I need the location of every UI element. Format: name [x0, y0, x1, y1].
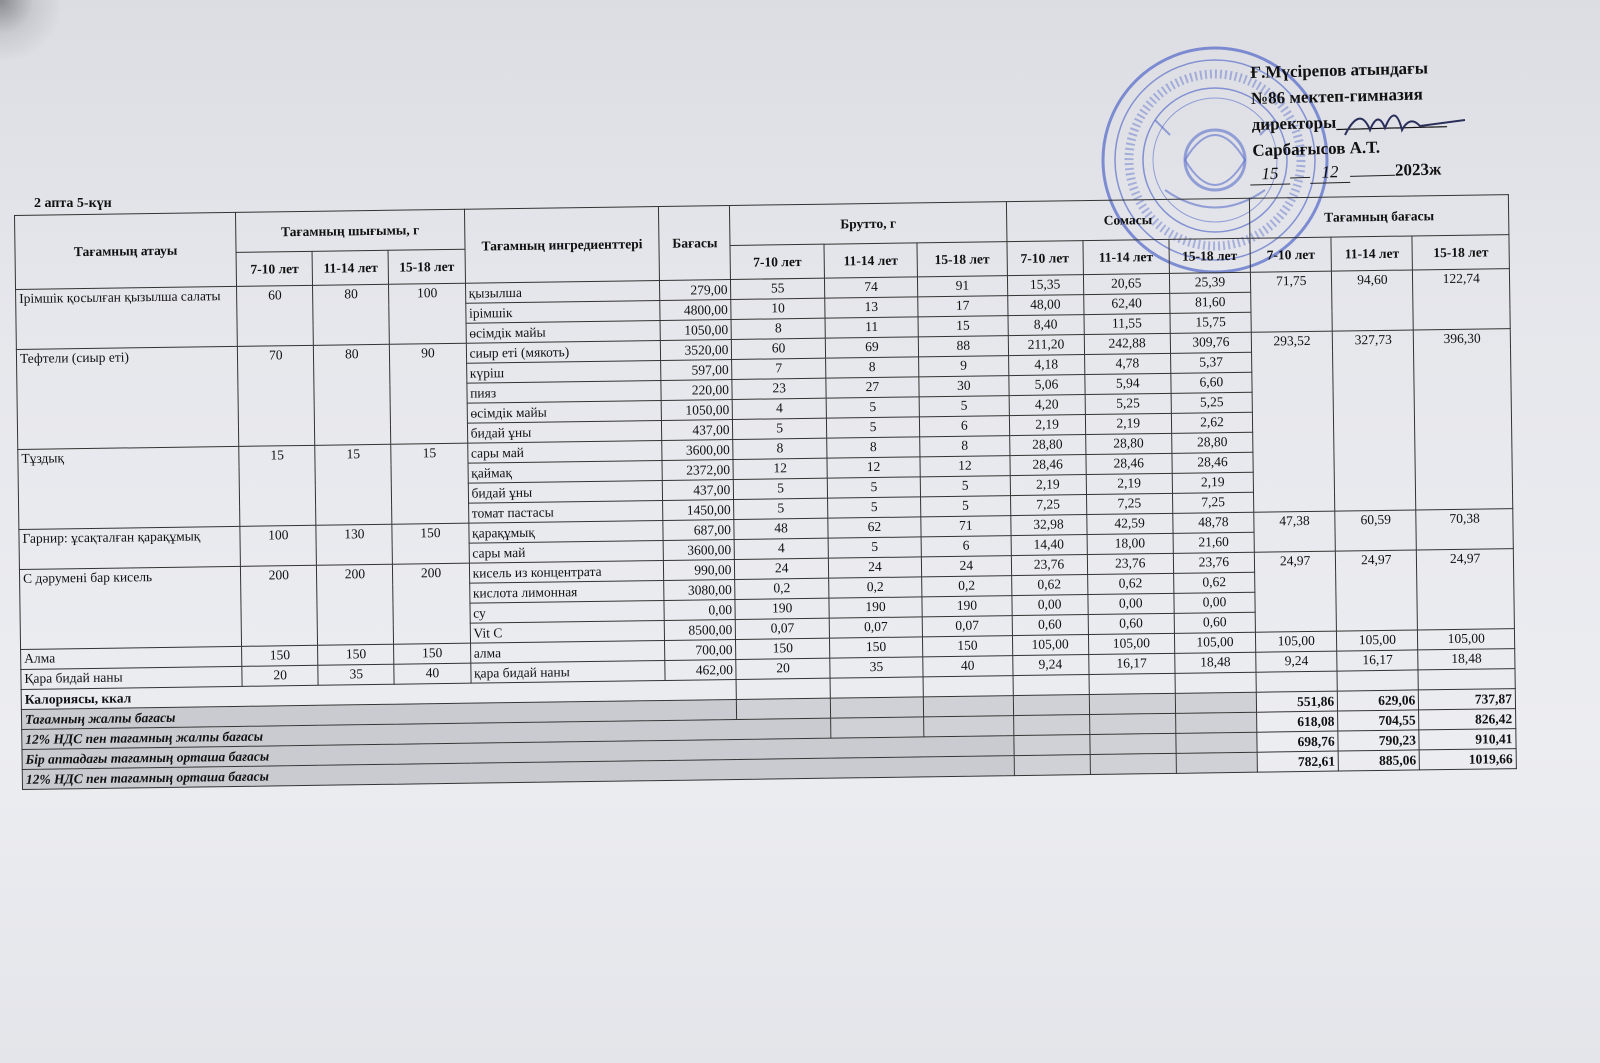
ingredient-name: қызылша [465, 280, 660, 303]
ingredient-name: қарақұмық [468, 520, 663, 543]
dish-name: Гарнир: ұсақталған қарақұмық [19, 526, 241, 569]
approval-block: Ғ.Мүсірепов атындағы №86 мектеп-гимназия директоры_____________ Сарбағысов А.Т. [1250, 55, 1448, 164]
ingredient-name: сиыр еті (мякоть) [466, 340, 661, 363]
summary-value: 910,41 [1419, 729, 1516, 750]
brutto-value: 91 [918, 276, 1008, 297]
ingredient-price: 1050,00 [660, 319, 731, 340]
dish-output: 15 [391, 443, 468, 524]
sum-value: 28,80 [1009, 435, 1085, 456]
header-brutto: Брутто, г [730, 202, 1007, 246]
sum-value: 0,62 [1011, 575, 1087, 596]
brutto-value: 88 [918, 336, 1008, 357]
brutto-value: 13 [825, 297, 919, 318]
dish-price-value: 122,74 [1413, 269, 1510, 330]
sum-value: 105,00 [1088, 633, 1175, 654]
dish-price-value: 9,24 [1256, 651, 1337, 672]
dish-name: Алма [21, 646, 242, 669]
dish-output: 35 [318, 664, 394, 685]
dish-price-value: 24,97 [1336, 550, 1418, 631]
sum-value: 242,88 [1084, 333, 1171, 354]
sum-value: 0,60 [1088, 613, 1175, 634]
brutto-value: 40 [923, 656, 1013, 677]
sum-value: 28,46 [1086, 453, 1173, 474]
sum-value: 6,60 [1171, 372, 1252, 393]
ingredient-price: 3520,00 [661, 339, 732, 360]
brutto-value: 12 [733, 458, 827, 479]
approval-date-day: 15 [1250, 163, 1291, 185]
sum-value: 18,48 [1175, 652, 1256, 673]
dish-price-value: 94,60 [1332, 270, 1414, 331]
summary-label: Бір аптадағы тағамның орташа бағасы [22, 736, 1014, 770]
summary-label: Тағамның жалпы бағасы [21, 699, 737, 729]
brutto-value: 150 [923, 636, 1013, 657]
summary-value: 826,42 [1419, 709, 1516, 730]
summary-label: 12% НДС пен тағамның орташа бағасы [22, 756, 1014, 790]
ingredient-name: сары май [467, 440, 662, 463]
ingredient-name: ірімшік [465, 300, 660, 323]
dish-price-value: 16,17 [1337, 650, 1418, 671]
brutto-value: 5 [826, 417, 920, 438]
header-age: 7-10 лет [730, 244, 824, 279]
approval-role: директоры [1251, 112, 1337, 134]
ingredient-name: су [470, 600, 665, 623]
dish-output: 40 [394, 663, 470, 684]
ingredient-price: 0,00 [664, 599, 735, 620]
ingredient-price: 279,00 [660, 279, 731, 300]
brutto-value: 15 [918, 316, 1008, 337]
header-age: 7-10 лет [1006, 241, 1083, 276]
brutto-value: 4 [735, 538, 829, 559]
summary-value: 782,61 [1257, 751, 1338, 772]
sum-value: 5,94 [1084, 373, 1171, 394]
sum-value: 48,78 [1173, 512, 1254, 533]
sum-value: 2,19 [1086, 473, 1173, 494]
brutto-value: 190 [922, 596, 1012, 617]
brutto-value: 5 [733, 418, 827, 439]
sum-value: 28,46 [1009, 455, 1085, 476]
sum-value: 0,62 [1173, 572, 1254, 593]
header-age: 7-10 лет [236, 251, 313, 286]
approval-school-name: Ғ.Мүсірепов атындағы [1250, 58, 1429, 82]
brutto-value: 8 [827, 437, 921, 458]
dish-output: 200 [241, 565, 318, 646]
header-age: 11-14 лет [312, 250, 389, 285]
sum-value: 9,24 [1012, 655, 1088, 676]
calories-label: Калориясы, ккал [21, 679, 737, 709]
ingredient-name: кисель из концентрата [469, 560, 664, 583]
brutto-value: 9 [919, 356, 1009, 377]
summary-value: 618,08 [1257, 711, 1338, 732]
ingredient-name: өсімдік майы [466, 320, 661, 343]
dish-output: 200 [317, 564, 394, 645]
ingredient-price: 3080,00 [664, 579, 735, 600]
brutto-value: 5 [827, 477, 921, 498]
brutto-value: 8 [920, 436, 1010, 457]
dish-price-value: 47,38 [1254, 511, 1336, 552]
dish-price-value: 105,00 [1418, 629, 1515, 650]
sum-value: 28,46 [1172, 452, 1253, 473]
brutto-value: 5 [828, 537, 922, 558]
dish-output: 15 [239, 445, 316, 526]
ingredient-price: 462,00 [665, 659, 736, 680]
brutto-value: 5 [919, 396, 1009, 417]
sum-value: 2,19 [1085, 413, 1172, 434]
header-output: Тағамның шығымы, г [236, 209, 465, 252]
summary-label: 12% НДС пен тағамның жалпы бағасы [22, 718, 831, 749]
sum-value: 23,76 [1011, 555, 1087, 576]
brutto-value: 74 [824, 277, 918, 298]
brutto-value: 23 [732, 378, 826, 399]
brutto-value: 10 [731, 298, 825, 319]
sum-value: 211,20 [1008, 335, 1084, 356]
ingredient-name: өсімдік майы [467, 400, 662, 423]
dish-price-value: 60,59 [1335, 510, 1417, 551]
brutto-value: 35 [830, 657, 924, 678]
signature-icon [1340, 100, 1470, 145]
brutto-value: 0,2 [828, 577, 922, 598]
sum-value: 2,19 [1009, 415, 1085, 436]
dish-price-value: 24,97 [1254, 551, 1336, 632]
header-age: 15-18 лет [1412, 235, 1509, 270]
summary-value: 629,06 [1338, 690, 1419, 711]
dish-price-value: 70,38 [1416, 509, 1513, 550]
ingredient-name: кислота лимонная [469, 580, 664, 603]
sum-value: 0,60 [1012, 615, 1088, 636]
ingredient-price: 2372,00 [662, 459, 733, 480]
summary-table-body [21, 669, 1516, 790]
brutto-value: 4 [733, 398, 827, 419]
ingredient-name: томат пастасы [468, 500, 663, 523]
summary-value: 1019,66 [1420, 749, 1517, 770]
ingredient-price: 1450,00 [663, 499, 734, 520]
sum-value: 18,00 [1087, 533, 1174, 554]
dish-price-value: 24,97 [1417, 549, 1515, 630]
ingredient-name: бидай ұны [468, 480, 663, 503]
sum-value: 42,59 [1086, 513, 1173, 534]
sum-value: 0,00 [1174, 592, 1255, 613]
ingredient-price: 597,00 [661, 359, 732, 380]
sum-value: 28,80 [1085, 433, 1172, 454]
dish-name: Қара бидай наны [21, 666, 242, 689]
sum-value: 0,60 [1174, 612, 1255, 633]
dish-output: 200 [393, 563, 470, 644]
sum-value: 0,00 [1011, 595, 1087, 616]
header-sum: Сомасы [1006, 198, 1250, 241]
sum-value: 5,37 [1170, 352, 1251, 373]
ingredient-name: пияз [466, 380, 661, 403]
dish-output: 90 [390, 343, 468, 444]
brutto-value: 6 [921, 536, 1011, 557]
brutto-value: 8 [733, 438, 827, 459]
brutto-value: 12 [920, 456, 1010, 477]
approval-date-month: 12 [1310, 162, 1351, 184]
dish-output: 150 [242, 645, 318, 666]
dish-output: 100 [389, 283, 466, 344]
ingredient-price: 700,00 [665, 639, 736, 660]
sum-value: 20,65 [1083, 273, 1170, 294]
brutto-value: 0,07 [736, 618, 830, 639]
ingredient-name: сары май [469, 540, 664, 563]
ingredient-name: Vit C [470, 620, 665, 643]
brutto-value: 55 [731, 278, 825, 299]
sum-value: 8,40 [1008, 315, 1084, 336]
sum-value: 7,25 [1172, 492, 1253, 513]
brutto-value: 5 [734, 478, 828, 499]
ingredient-price: 1050,00 [662, 399, 733, 420]
sum-value: 5,25 [1085, 393, 1172, 414]
header-age: 7-10 лет [1250, 237, 1332, 272]
header-dish-price: Тағамның бағасы [1249, 195, 1508, 239]
sum-value: 0,62 [1087, 573, 1174, 594]
ingredient-name: бидай ұны [467, 420, 662, 443]
dish-output: 80 [314, 344, 391, 445]
dish-price-value: 105,00 [1337, 630, 1418, 651]
dish-name: Тефтели (сиыр еті) [16, 346, 239, 449]
sum-value: 7,25 [1010, 495, 1086, 516]
sum-value: 48,00 [1007, 295, 1083, 316]
header-age: 11-14 лет [824, 243, 918, 278]
summary-value: 551,86 [1256, 691, 1337, 712]
brutto-value: 30 [919, 376, 1009, 397]
sum-value: 11,55 [1084, 313, 1171, 334]
ingredient-price: 4800,00 [660, 299, 731, 320]
sum-value: 28,80 [1172, 432, 1253, 453]
menu-table-wrapper [14, 194, 1522, 790]
sum-value: 309,76 [1170, 332, 1251, 353]
sum-value: 62,40 [1083, 293, 1170, 314]
week-day-label: 2 апта 5-күн [34, 196, 112, 211]
dish-output: 60 [237, 285, 314, 346]
dish-output: 150 [318, 644, 394, 665]
ingredient-price: 437,00 [662, 419, 733, 440]
summary-value: 885,06 [1338, 750, 1419, 771]
sum-value: 23,76 [1173, 552, 1254, 573]
sum-value: 4,78 [1084, 353, 1171, 374]
brutto-value: 62 [828, 517, 922, 538]
sum-value: 32,98 [1010, 515, 1086, 536]
brutto-value: 150 [829, 637, 923, 658]
sum-value: 5,06 [1008, 375, 1084, 396]
dish-price-value: 396,30 [1414, 329, 1513, 510]
brutto-value: 150 [736, 638, 830, 659]
brutto-value: 24 [828, 557, 922, 578]
dish-output: 20 [242, 665, 318, 686]
sum-value: 2,19 [1010, 475, 1086, 496]
summary-value: 698,76 [1257, 731, 1338, 752]
dish-name: С дәрумені бар кисель [19, 566, 241, 649]
menu-table-body [16, 269, 1515, 690]
approval-date-year: 2023ж [1394, 159, 1442, 180]
dish-price-value: 293,52 [1251, 331, 1335, 512]
dish-price-value: 327,73 [1332, 330, 1416, 511]
ingredient-price: 437,00 [663, 479, 734, 500]
sum-value: 2,62 [1171, 412, 1252, 433]
menu-table [14, 194, 1517, 790]
dish-output: 70 [238, 345, 315, 446]
dish-output: 80 [313, 284, 390, 345]
brutto-value: 5 [734, 498, 828, 519]
ingredient-name: алма [470, 640, 665, 663]
brutto-value: 8 [825, 357, 919, 378]
brutto-value: 60 [732, 338, 826, 359]
brutto-value: 71 [921, 516, 1011, 537]
sum-value: 14,40 [1011, 535, 1087, 556]
header-age: 15-18 лет [388, 249, 465, 284]
brutto-value: 24 [922, 556, 1012, 577]
brutto-value: 0,2 [922, 576, 1012, 597]
brutto-value: 5 [826, 397, 920, 418]
brutto-value: 69 [825, 337, 919, 358]
ingredient-price: 3600,00 [662, 439, 733, 460]
approval-director-name: Сарбағысов А.Т. [1252, 137, 1381, 160]
summary-value: 790,23 [1338, 730, 1419, 751]
brutto-value: 27 [826, 377, 920, 398]
dish-output: 15 [315, 444, 392, 525]
ingredient-name: күріш [466, 360, 661, 383]
sum-value: 0,00 [1088, 593, 1175, 614]
ingredient-price: 3600,00 [664, 539, 735, 560]
brutto-value: 12 [827, 457, 921, 478]
brutto-value: 7 [732, 358, 826, 379]
brutto-value: 11 [825, 317, 919, 338]
sum-value: 105,00 [1012, 635, 1088, 656]
dish-output: 150 [392, 523, 469, 564]
dish-output: 150 [394, 643, 470, 664]
header-ingredients: Тағамның ингредиенттері [464, 206, 660, 283]
ingredient-name: қаймақ [468, 460, 663, 483]
brutto-value: 8 [731, 318, 825, 339]
brutto-value: 0,07 [922, 616, 1012, 637]
sum-value: 21,60 [1173, 532, 1254, 553]
header-price: Бағасы [659, 206, 731, 281]
sum-value: 7,25 [1086, 493, 1173, 514]
brutto-value: 20 [736, 658, 830, 679]
dish-price-value: 71,75 [1250, 271, 1332, 332]
ingredient-price: 220,00 [661, 379, 732, 400]
sum-value: 4,18 [1008, 355, 1084, 376]
header-age: 11-14 лет [1083, 239, 1170, 274]
sum-value: 15,35 [1007, 275, 1083, 296]
sum-value: 4,20 [1009, 395, 1085, 416]
approval-school-number: №86 мектеп-гимназия [1250, 84, 1424, 108]
sum-value: 81,60 [1170, 292, 1251, 313]
brutto-value: 6 [920, 416, 1010, 437]
header-age: 15-18 лет [1169, 238, 1251, 273]
header-age: 11-14 лет [1331, 236, 1413, 271]
brutto-value: 5 [921, 496, 1011, 517]
ingredient-price: 990,00 [664, 559, 735, 580]
dish-name: Ірімшік қосылған қызылша салаты [16, 286, 238, 349]
sum-value: 16,17 [1088, 653, 1175, 674]
dish-name: Тұздық [18, 446, 240, 529]
ingredient-name: қара бидай наны [470, 660, 665, 683]
brutto-value: 0,2 [735, 578, 829, 599]
sum-value: 23,76 [1087, 553, 1174, 574]
corner-shadow [0, 0, 60, 60]
summary-value: 704,55 [1338, 710, 1419, 731]
brutto-value: 190 [735, 598, 829, 619]
brutto-value: 24 [735, 558, 829, 579]
sum-value: 25,39 [1169, 272, 1250, 293]
summary-value: 737,87 [1419, 689, 1516, 710]
sum-value: 105,00 [1174, 632, 1255, 653]
brutto-value: 190 [829, 597, 923, 618]
sum-value: 15,75 [1170, 312, 1251, 333]
brutto-value: 5 [920, 476, 1010, 497]
dish-price-value: 18,48 [1418, 649, 1515, 670]
dish-price-value: 105,00 [1256, 631, 1337, 652]
brutto-value: 5 [827, 497, 921, 518]
header-age: 15-18 лет [917, 242, 1007, 277]
dish-output: 130 [316, 524, 393, 565]
brutto-value: 48 [734, 518, 828, 539]
ingredient-price: 687,00 [663, 519, 734, 540]
brutto-value: 17 [918, 296, 1008, 317]
dish-output: 100 [240, 525, 317, 566]
sum-value: 2,19 [1172, 472, 1253, 493]
sum-value: 5,25 [1171, 392, 1252, 413]
header-dish-name: Тағамның атауы [15, 212, 237, 289]
brutto-value: 0,07 [829, 617, 923, 638]
ingredient-price: 8500,00 [665, 619, 736, 640]
